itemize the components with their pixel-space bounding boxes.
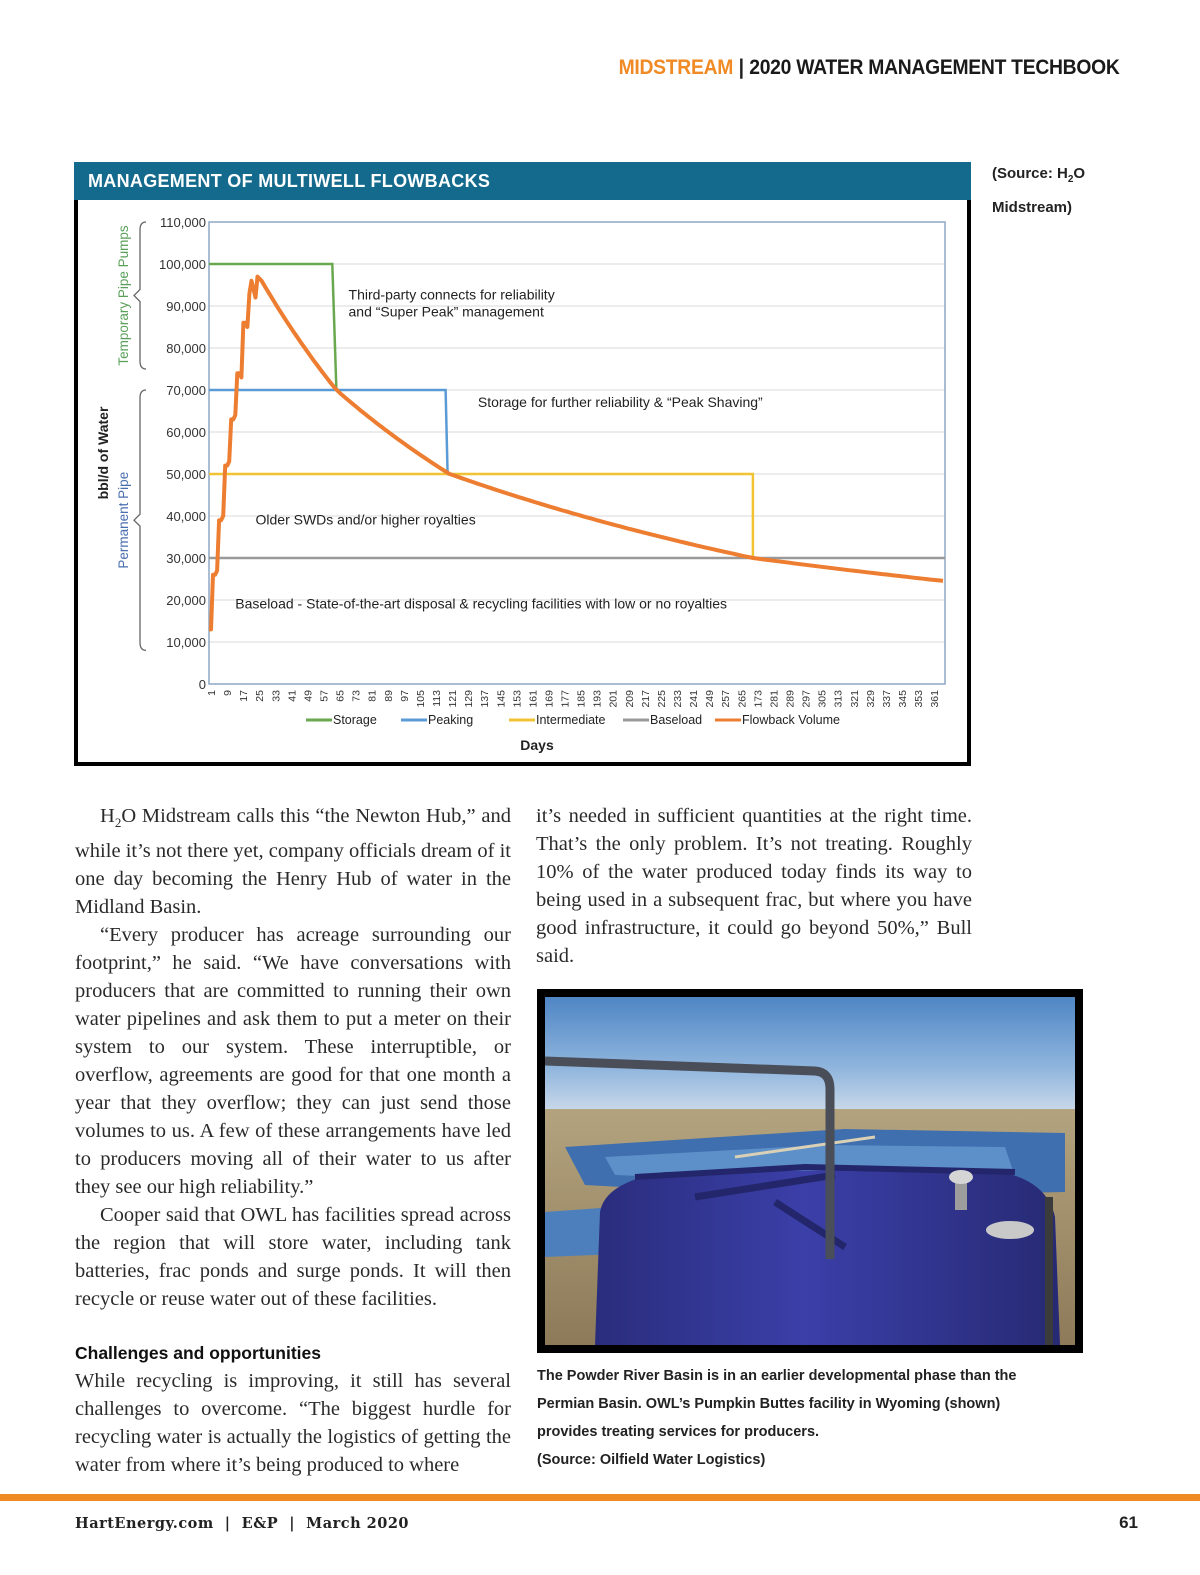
axis-bracket bbox=[134, 222, 146, 369]
y-tick-label: 110,000 bbox=[159, 215, 206, 230]
photo-caption bbox=[537, 1362, 1097, 1474]
caption-line-1: The Powder River Basin is in an earlier developmental phase than the bbox=[537, 1368, 1017, 1384]
x-tick-label: 73 bbox=[350, 690, 363, 702]
chart-annotation: Older SWDs and/or higher royalties bbox=[255, 511, 476, 528]
paragraph-1 bbox=[75, 802, 511, 921]
x-tick-label: 17 bbox=[238, 690, 251, 702]
x-tick-label: 209 bbox=[623, 690, 636, 708]
x-tick-label: 321 bbox=[848, 690, 861, 708]
x-tick-label: 217 bbox=[639, 690, 652, 708]
series-line-flowback-volume bbox=[209, 277, 943, 630]
chart-annotation: and “Super Peak” management bbox=[348, 303, 544, 320]
y-tick-label: 90,000 bbox=[166, 299, 206, 314]
x-tick-label: 33 bbox=[270, 690, 283, 702]
x-tick-label: 281 bbox=[768, 690, 781, 708]
chart-annotation: Baseload - State-of-the-art disposal & recycling facilities with low or no royalties bbox=[235, 595, 728, 612]
x-tick-label: 9 bbox=[222, 690, 235, 696]
chart-annotation: Storage for further reliability & “Peak Shaving” bbox=[477, 393, 763, 410]
pumpkin-buttes-photo bbox=[545, 997, 1075, 1345]
chart-svg bbox=[78, 200, 967, 762]
subheading: Challenges and opportunities bbox=[75, 1343, 321, 1364]
x-tick-label: 105 bbox=[414, 690, 427, 708]
page-number: 61 bbox=[1119, 1513, 1138, 1532]
x-tick-label: 329 bbox=[864, 690, 877, 708]
caption-line-3: provides treating services for producers. bbox=[537, 1424, 820, 1440]
x-tick-label: 25 bbox=[254, 690, 267, 702]
y-tick-label: 10,000 bbox=[166, 635, 206, 650]
source-text-2: Midstream) bbox=[992, 199, 1073, 216]
source-text-1-end: O bbox=[1073, 165, 1086, 182]
legend-label: Baseload bbox=[650, 713, 703, 727]
y-tick-label: 50,000 bbox=[166, 467, 206, 482]
x-tick-label: 169 bbox=[543, 690, 556, 708]
paragraph-4: While recycling is improving, it still has several challenges to overcome. “The biggest hurdle for recycling water is actually the logistics of getting the water from where it’s being produced to where bbox=[75, 1370, 511, 1477]
x-tick-label: 313 bbox=[832, 690, 845, 708]
y-axis-title: bbl/d of Water bbox=[95, 406, 111, 500]
chart-title: MANAGEMENT OF MULTIWELL FLOWBACKS bbox=[88, 171, 491, 191]
header-separator: | bbox=[739, 56, 745, 79]
x-tick-label: 361 bbox=[929, 690, 942, 708]
y-tick-label: 40,000 bbox=[166, 509, 206, 524]
x-tick-label: 241 bbox=[688, 690, 701, 708]
caption-line-2: Permian Basin. OWL’s Pumpkin Buttes facility in Wyoming (shown) bbox=[537, 1396, 1001, 1412]
y-tick-label: 60,000 bbox=[166, 425, 206, 440]
x-tick-label: 337 bbox=[880, 690, 893, 708]
x-tick-label: 193 bbox=[591, 690, 604, 708]
chart-source-note bbox=[992, 160, 1112, 222]
bracket-label: Permanent Pipe bbox=[116, 471, 131, 569]
footer-rule bbox=[0, 1494, 1200, 1501]
article-column-left bbox=[75, 802, 511, 1479]
x-tick-label: 97 bbox=[398, 690, 411, 702]
chart-title-bar bbox=[74, 162, 971, 200]
source-subscript: 2 bbox=[1067, 174, 1074, 185]
y-tick-label: 30,000 bbox=[166, 551, 206, 566]
y-tick-label: 20,000 bbox=[166, 593, 206, 608]
x-tick-label: 185 bbox=[575, 690, 588, 708]
paragraph-3: Cooper said that OWL has facilities spread across the region that will store water, including tank batteries, frac ponds and surge ponds. It will then recycle or reuse water out of these facilities. bbox=[75, 1204, 511, 1311]
x-tick-label: 129 bbox=[463, 690, 476, 708]
x-tick-label: 145 bbox=[495, 690, 508, 708]
axis-bracket bbox=[134, 390, 146, 650]
x-tick-label: 297 bbox=[800, 690, 813, 708]
x-tick-label: 173 bbox=[752, 690, 765, 708]
legend-label: Storage bbox=[333, 713, 377, 727]
x-tick-label: 137 bbox=[479, 690, 492, 708]
series-line-storage bbox=[209, 264, 336, 390]
x-tick-label: 305 bbox=[816, 690, 829, 708]
x-tick-label: 233 bbox=[672, 690, 685, 708]
x-tick-label: 121 bbox=[447, 690, 460, 708]
legend-label: Intermediate bbox=[536, 713, 606, 727]
y-tick-label: 80,000 bbox=[166, 341, 206, 356]
facility-photo-illustration bbox=[545, 997, 1075, 1345]
x-tick-label: 257 bbox=[720, 690, 733, 708]
para1-subscript: 2 bbox=[114, 815, 122, 831]
x-tick-label: 161 bbox=[527, 690, 540, 708]
x-tick-label: 81 bbox=[366, 690, 379, 702]
x-tick-label: 201 bbox=[607, 690, 620, 708]
section-label: MIDSTREAM bbox=[619, 56, 734, 79]
article-column-right bbox=[536, 802, 972, 970]
running-header bbox=[619, 56, 1120, 80]
x-tick-label: 41 bbox=[286, 690, 299, 702]
paragraph-2: “Every producer has acreage surrounding our footprint,” he said. “We have conversations with producers that are committed to running their own water pipelines and ask them to put a meter on their system to our system. These interruptible, or overflow, agreements are good for that one month a year that they overflow; they can just send those volumes to us. A few of these arrangements have led to producers moving all of their water to us after they see our high reliability.” bbox=[75, 924, 511, 1199]
bracket-label: Temporary Pipe Pumps bbox=[116, 225, 131, 366]
x-tick-label: 353 bbox=[913, 690, 926, 708]
x-tick-label: 225 bbox=[655, 690, 668, 708]
x-tick-label: 65 bbox=[334, 690, 347, 702]
x-axis-title: Days bbox=[520, 737, 554, 753]
x-tick-label: 1 bbox=[206, 690, 218, 696]
chart-annotation: Third-party connects for reliability bbox=[348, 286, 555, 303]
paragraph-continued: it’s needed in sufficient quantities at the right time. That’s the only problem. It’s not treating. Roughly 10% of the water produced today finds its way to being used in a subsequent frac, but where you have good infrastructure, it could go beyond 50%,” Bull said. bbox=[536, 805, 972, 967]
x-tick-label: 153 bbox=[511, 690, 524, 708]
flowback-chart bbox=[74, 162, 971, 766]
x-tick-label: 289 bbox=[784, 690, 797, 708]
x-tick-label: 177 bbox=[559, 690, 572, 708]
x-tick-label: 89 bbox=[382, 690, 395, 702]
para1-text: O Midstream calls this “the Newton Hub,” and while it’s not there yet, company officials dream of it one day becoming the Henry Hub of water in the Midland Basin. bbox=[75, 805, 511, 919]
y-tick-label: 100,000 bbox=[159, 257, 206, 272]
x-tick-label: 57 bbox=[318, 690, 331, 702]
x-tick-label: 49 bbox=[302, 690, 315, 702]
y-tick-label: 0 bbox=[198, 677, 206, 692]
source-text-1: (Source: H bbox=[992, 165, 1068, 182]
legend-label: Peaking bbox=[428, 713, 474, 727]
y-tick-label: 70,000 bbox=[166, 383, 206, 398]
x-tick-label: 345 bbox=[897, 690, 910, 708]
legend-label: Flowback Volume bbox=[742, 713, 840, 727]
para1-h: H bbox=[100, 805, 115, 827]
x-tick-label: 265 bbox=[736, 690, 749, 708]
plot-border bbox=[209, 222, 945, 684]
x-tick-label: 113 bbox=[430, 690, 443, 707]
caption-source: (Source: Oilfield Water Logistics) bbox=[537, 1452, 766, 1468]
footer-publication: HartEnergy.com | E&P | March 2020 bbox=[75, 1515, 410, 1532]
publication-title: 2020 WATER MANAGEMENT TECHBOOK bbox=[749, 56, 1120, 79]
photo-frame bbox=[537, 989, 1083, 1353]
x-tick-label: 249 bbox=[704, 690, 717, 708]
chart-plot-panel bbox=[78, 200, 967, 762]
